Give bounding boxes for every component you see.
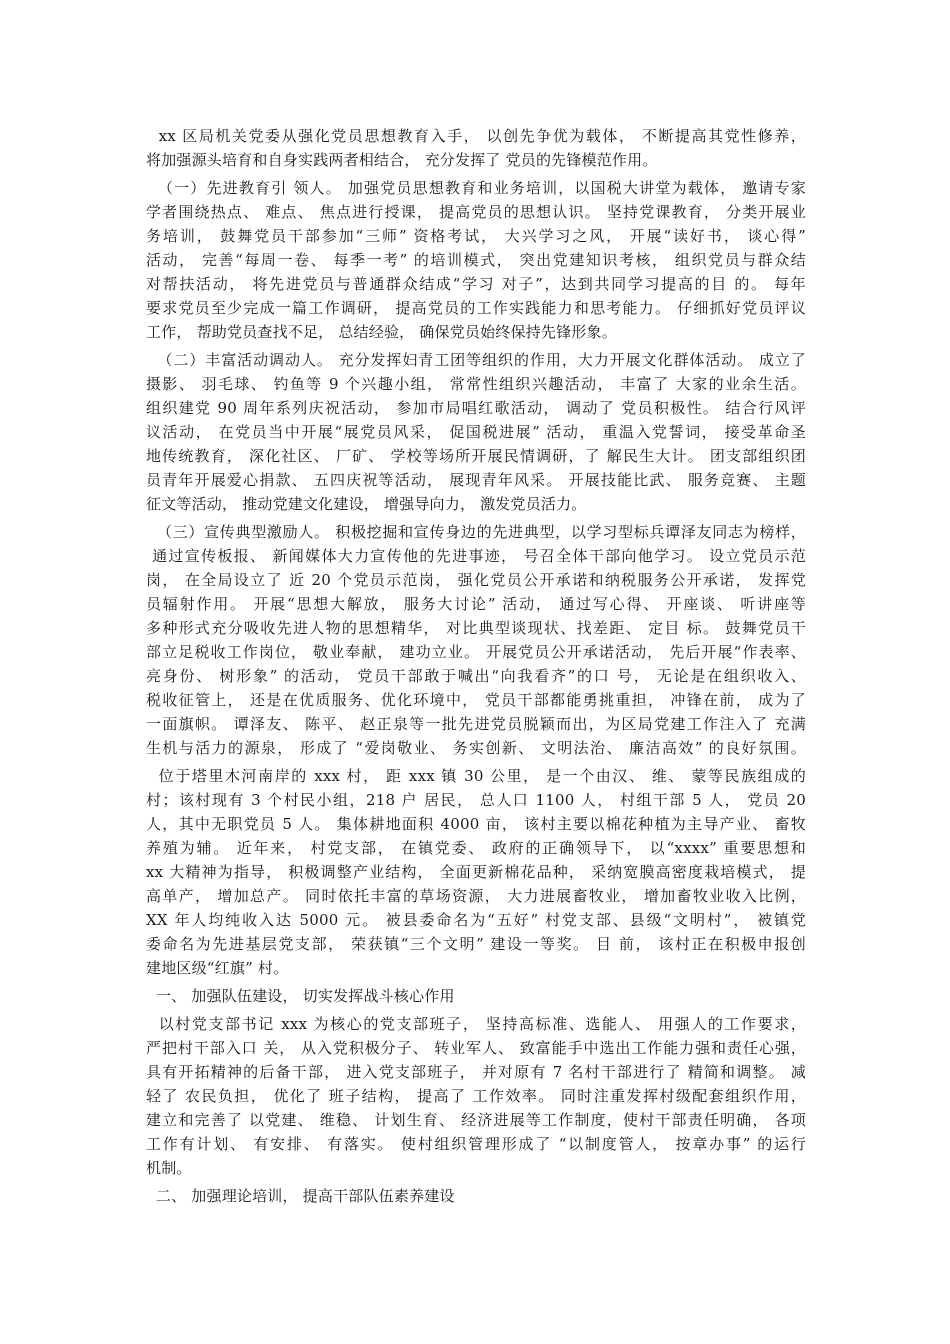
text-line: 委命名为先进基层党支部， 荣获镇“三个文明” 建设一等奖。 目 前， 该村正在积极申报创	[146, 935, 806, 953]
text-line: 工作有计划、 有安排、 有落实。 使村组织管理形成了 “以制度管人， 按章办事” 的运行	[146, 1135, 806, 1153]
text-line: 将加强源头培育和自身实践两者相结合， 充分发挥了 党员的先锋模范作用。	[146, 151, 658, 169]
text-line: 务培训， 鼓舞党员干部参加“三师” 资格考试， 大兴学习之风， 开展“读好书， 谈心得”	[146, 227, 806, 245]
text-line: 员辐射作用。 开展“思想大解放， 服务大讨论” 活动， 通过写心得、 开座谈、 听讲座等	[146, 595, 806, 613]
text-line: 多种形式充分吸收先进人物的思想精华， 对比典型谈现状、找差距、 定目 标。 鼓舞党员干	[146, 619, 806, 637]
text-line: 通过宣传板报、 新闻媒体大力宣传他的先进事迹， 号召全体干部向他学习。 设立党员示范	[146, 547, 806, 565]
text-line: 学者围绕热点、 难点、 焦点进行授课， 提高党员的思想认识。 坚持党课教育， 分类开展业	[146, 203, 806, 221]
text-line: 地传统教育， 深化社区、 厂矿、 学校等场所开展民情调研，了 解民生大计。 团支部组织团	[146, 447, 806, 465]
text-line: （一）先进教育引 领人。 加强党员思想教育和业务培训，以国税大讲堂为载体， 邀请专家	[146, 179, 806, 197]
text-line: （三）宣传典型激励人。 积极挖掘和宣传身边的先进典型，以学习型标兵谭泽友同志为榜样，	[146, 523, 806, 541]
text-line: 具有开拓精神的后备干部， 进入党支部班子， 并对原有 7 名村干部进行了 精简和调整。 减	[146, 1063, 806, 1081]
text-line: 机制。	[146, 1159, 192, 1177]
text-line: 一、 加强队伍建设， 切实发挥战斗核心作用	[146, 987, 455, 1005]
text-line: 组织建党 90 周年系列庆祝活动， 参加市局唱红歌活动， 调动了 党员积极性。 结合行风评	[146, 399, 806, 417]
text-line: 轻了 农民负担， 优化了 班子结构， 提高了 工作效率。 同时注重发挥村级配套组织作用，	[146, 1087, 806, 1105]
text-line: 征文等活动， 推动党建文化建设， 增强导向力， 激发党员活力。	[146, 495, 587, 513]
text-line: 生机与活力的源泉， 形成了 “爱岗敬业、 务实创新、 文明法治、 廉洁高效” 的良好氛围。	[146, 739, 806, 757]
text-line: 员青年开展爱心捐款、 五四庆祝等活动， 展现青年风采。 开展技能比武、 服务竞赛、 主题	[146, 471, 806, 489]
text-line: 位于塔里木河南岸的 xxx 村， 距 xxx 镇 30 公里， 是一个由汉、 维、 蒙等民族组成的	[146, 767, 806, 785]
text-line: xx 大精神为指导， 积极调整产业结构， 全面更新棉花品种， 采纳宽膜高密度栽培模式， 提	[146, 863, 806, 881]
text-line: （二）丰富活动调动人。 充分发挥妇青工团等组织的作用，大力开展文化群体活动。 成立了	[146, 351, 806, 369]
text-line: 对帮扶活动， 将先进党员与普通群众结成“学习 对子”，达到共同学习提高的目 的。 每年	[146, 275, 806, 293]
text-line: 严把村干部入口 关， 从入党积极分子、 转业军人、 致富能手中选出工作能力强和责任心强，	[146, 1039, 806, 1057]
text-line: 人，其中无职党员 5 人。 集体耕地面积 4000 亩， 该村主要以棉花种植为主导产业、 畜牧	[146, 815, 806, 833]
text-line: 税收征管上， 还是在优质服务、优化环境中， 党员干部都能勇挑重担， 冲锋在前， 成为了	[146, 691, 806, 709]
text-line: 村；该村现有 3 个村民小组，218 户 居民， 总人口 1100 人， 村组干部 5 人， 党员 20	[146, 791, 806, 809]
text-line: 一面旗帜。 谭泽友、 陈平、 赵正泉等一批先进党员脱颖而出，为区局党建工作注入了 充满	[146, 715, 806, 733]
text-line: 部立足税收工作岗位， 敬业奉献， 建功立业。 开展党员公开承诺活动， 先后开展“作表率、	[146, 643, 806, 661]
text-line: 议活动， 在党员当中开展“展党员风采， 促国税进展” 活动， 重温入党誓词， 接受革命圣	[146, 423, 806, 441]
text-line: 岗， 在全局设立了 近 20 个党员示范岗， 强化党员公开承诺和纳税服务公开承诺， 发挥党	[146, 571, 806, 589]
text-line: xx 区局机关党委从强化党员思想教育入手， 以创先争优为载体， 不断提高其党性修养，	[146, 127, 806, 145]
text-line: 工作， 帮助党员查找不足， 总结经验， 确保党员始终保持先锋形象。	[146, 323, 617, 341]
text-line: 高单产， 增加总产。 同时依托丰富的草场资源， 大力进展畜牧业， 增加畜牧业收入比例，	[146, 887, 806, 905]
text-line: 建立和完善了 以党建、 维稳、 计划生育、 经济进展等工作制度，使村干部责任明确， 各项	[146, 1111, 806, 1129]
text-line: 以村党支部书记 xxx 为核心的党支部班子， 坚持高标准、选能人、 用强人的工作要求，	[146, 1015, 806, 1033]
text-line: 建地区级“红旗” 村。	[146, 959, 289, 977]
text-line: XX 年人均纯收入达 5000 元。 被县委命名为“五好” 村党支部、县级“文明村”， 被镇党	[146, 911, 806, 929]
text-line: 二、 加强理论培训， 提高干部队伍素养建设	[146, 1187, 455, 1205]
text-line: 养殖为辅。 近年来， 村党支部， 在镇党委、 政府的正确领导下， 以“xxxx” 重要思想和	[146, 839, 806, 857]
text-line: 活动， 完善“每周一卷、 每季一考” 的培训模式， 突出党建知识考核， 组织党员与群众结	[146, 251, 806, 269]
text-line: 摄影、 羽毛球、 钓鱼等 9 个兴趣小组， 常常性组织兴趣活动， 丰富了 大家的业余生活。	[146, 375, 806, 393]
text-line: 亮身份、 树形象” 的活动， 党员干部敢于喊出“向我看齐”的口 号， 无论是在组织收入、	[146, 667, 806, 685]
text-line: 要求党员至少完成一篇工作调研， 提高党员的工作实践能力和思考能力。 仔细抓好党员评议	[146, 299, 806, 317]
